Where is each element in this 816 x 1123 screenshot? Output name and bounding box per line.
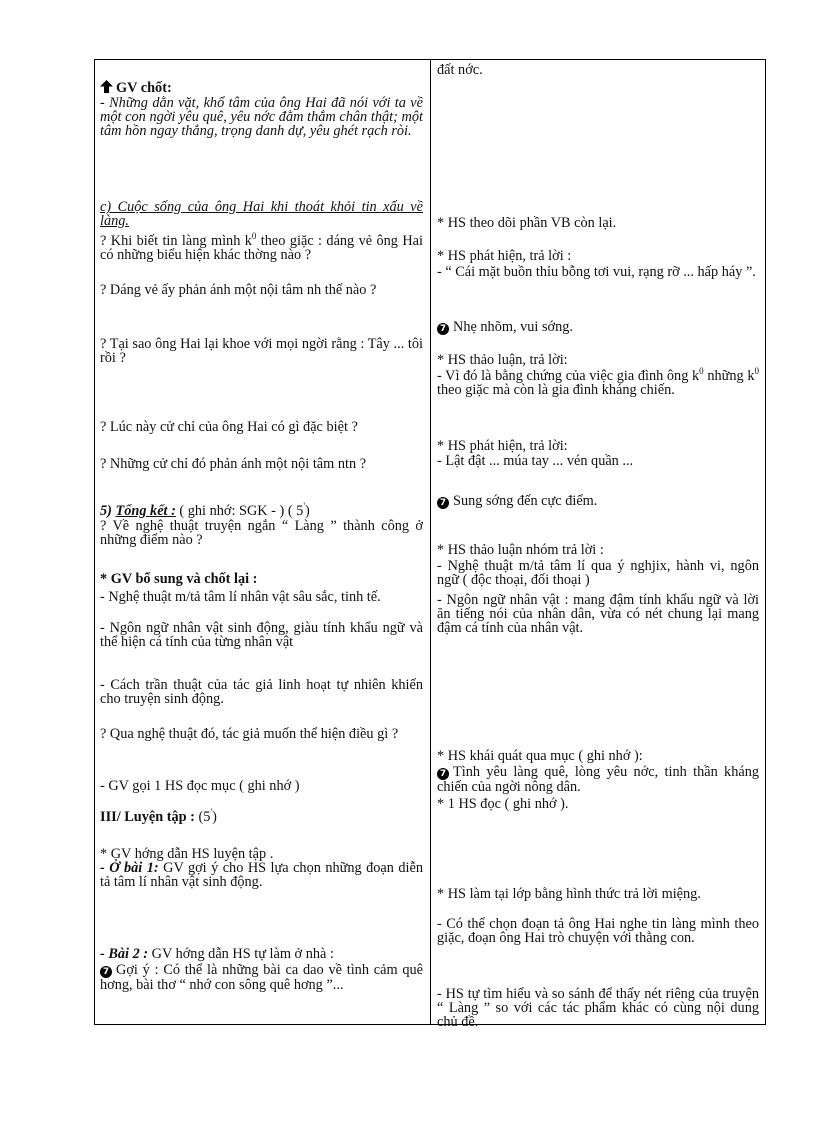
question-5: ? Những cử chỉ đó phản ánh một nội tâm ntn ? <box>100 456 367 472</box>
goi-y: 7 Gợi ý : Có thể là những bài ca dao về tình cảm quê hơng, bài thơ “ nhớ con sông quê hơng ”... <box>100 962 423 993</box>
gv-chot-body: - Những dằn vặt, khổ tâm của ông Hai đã nói với ta về một con ngời yêu quê, yêu nớc đằm thắm chân thật; một tâm hồn ngay thẳng, trọng danh dự, yêu ghét rạch ròi. <box>100 95 423 139</box>
teacher-column <box>100 60 423 1024</box>
hs-thao-luan-nhom: * HS thảo luận nhóm trả lời : <box>437 542 604 558</box>
hs-tu-tim-hieu: - HS tự tìm hiểu và so sánh để thấy nét riêng của truyện “ Làng ” so với các tác phẩm khác có cùng nội dung chủ đề. <box>437 986 759 1030</box>
answer-ngon-ngu: - Ngôn ngữ nhân vật : mang đậm tính khẩu ngữ và lời ăn tiếng nói của nhân dân, vừa có nét chung lại mang đậm cá tính của nhân vật. <box>437 592 759 636</box>
question-7: ? Qua nghệ thuật đó, tác giả muốn thể hiện điều gì ? <box>100 726 399 742</box>
question-2: ? Dáng vẻ ấy phản ánh một nội tâm nh thế nào ? <box>100 282 377 298</box>
hs-theo-doi: * HS theo dõi phần VB còn lại. <box>437 215 617 231</box>
answer-nghe-thuat: - Nghệ thuật m/tả tâm lí qua ý nghjix, hành vi, ngôn ngữ ( độc thoại, đối thoại ) <box>437 558 759 588</box>
up-arrow-icon <box>100 80 113 93</box>
huong-dan: * GV hớng dẫn HS luyện tập . <box>100 846 274 862</box>
bai-1: - Ở bài 1: GV gợi ý cho HS lựa chọn những đoạn diễn tả tâm lí nhân vật sinh động. <box>100 860 423 890</box>
answer-nhe-nhom: 7 Nhẹ nhõm, vui sớng. <box>437 320 759 335</box>
hs-lam-tai-lop: * HS làm tại lớp bằng hình thức trả lời miệng. <box>437 886 701 902</box>
gv-chot-heading <box>100 80 423 95</box>
question-3: ? Tại sao ông Hai lại khoe với mọi ngời rằng : Tây ... tôi rồi ? <box>100 336 423 366</box>
answer-sung-suong: 7 Sung sớng đến cực điểm. <box>437 494 759 509</box>
hs-doc-ghi-nho: * 1 HS đọc ( ghi nhớ ). <box>437 796 569 812</box>
question-1: ? Khi biết tin làng mình $k^0$ theo giặc : dáng vẻ ông Hai có những biểu hiện khác thờng nào ? <box>100 231 424 263</box>
bai-2: - Bài 2 : GV hớng dẫn HS tự làm ở nhà : <box>100 946 334 962</box>
bo-sung-1: - Nghệ thuật m/tả tâm lí nhân vật sâu sắc, tinh tế. <box>100 589 381 605</box>
question-4: ? Lúc này cử chỉ của ông Hai có gì đặc biệt ? <box>100 419 358 435</box>
hs-thao-luan-1: * HS thảo luận, trả lời: <box>437 352 568 368</box>
numbered-circle-icon: 7 <box>100 966 112 978</box>
column-divider <box>430 60 431 1024</box>
gv-goi-hs: - GV gọi 1 HS đọc mục ( ghi nhớ ) <box>100 778 300 794</box>
numbered-circle-icon: 7 <box>437 497 449 509</box>
gv-chot-title: GV chốt: <box>116 80 172 96</box>
bo-sung-3: - Cách trần thuật của tác giả linh hoạt tự nhiên khiến cho truyện sinh động. <box>100 677 423 707</box>
hs-khai-quat: * HS khái quát qua mục ( ghi nhớ ): <box>437 748 643 764</box>
numbered-circle-icon: 7 <box>437 768 449 780</box>
answer-lat-dat: - Lật đật ... múa tay ... vén quần ... <box>437 453 634 469</box>
lesson-table <box>94 59 766 1030</box>
answer-chon-doan: - Có thể chọn đoạn tả ông Hai nghe tin làng mình theo giặc, đoạn ông Hai trò chuyện với thằng con. <box>437 916 759 946</box>
hs-phat-hien-2: * HS phát hiện, trả lời: <box>437 438 568 454</box>
section-c-title: c) Cuộc sống của ông Hai khi thoát khỏi tin xấu về làng. <box>100 199 423 229</box>
answer-tinh-yeu: 7 Tình yêu làng quê, lòng yêu nớc, tinh thần kháng chiến của ngời nông dân. <box>437 764 759 795</box>
hs-phat-hien-1: * HS phát hiện, trả lời : <box>437 248 572 264</box>
numbered-circle-icon: 7 <box>437 323 449 335</box>
answer-mat-buon: - “ Cái mặt buồn thỉu bỗng tơi vui, rạng rỡ ... hấp háy ”. <box>437 264 756 280</box>
question-6: ? Về nghệ thuật truyện ngắn “ Làng ” thành công ở những điểm nào ? <box>100 518 423 548</box>
luyen-tap-heading: III/ Luyện tập : (5') <box>100 807 217 825</box>
tong-ket-heading: 5) Tổng kết : ( ghi nhớ: SGK - ) ( 5') <box>100 501 310 519</box>
bo-sung-2: - Ngôn ngữ nhân vật sinh động, giàu tính khẩu ngữ và thể hiện cá tính của từng nhân vật <box>100 620 423 650</box>
student-column <box>437 60 759 1030</box>
gv-bo-sung-heading: * GV bổ sung và chốt lại : <box>100 571 258 587</box>
dat-nuoc: đất nớc. <box>437 62 483 78</box>
answer-bang-chung: - Vì đó là bằng chứng của việc gia đình ông $k^0$ những $k^0$ theo giặc mà còn là gia đình kháng chiến. <box>437 366 759 398</box>
